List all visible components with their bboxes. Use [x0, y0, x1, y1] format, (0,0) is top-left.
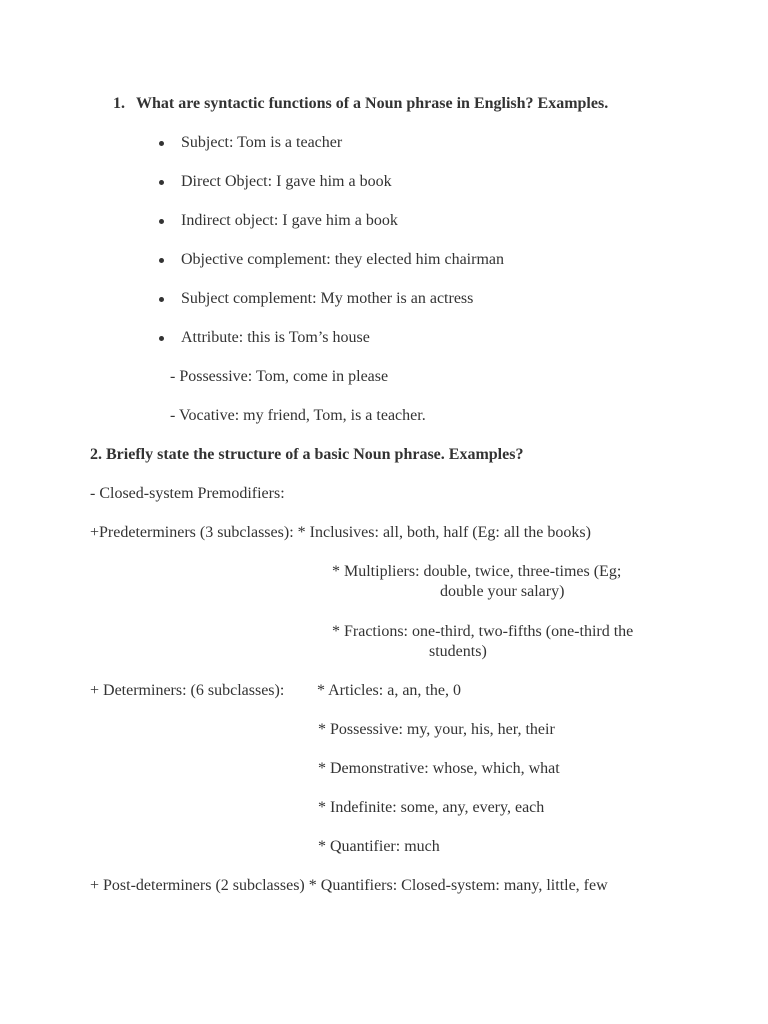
predeterminers-line: +Predeterminers (3 subclasses): * Inclusives: all, both, half (Eg: all the books)	[90, 524, 591, 541]
q1-heading: What are syntactic functions of a Noun phrase in English? Examples.	[136, 95, 609, 112]
bullet-dot	[159, 180, 164, 185]
bullet-dot	[159, 219, 164, 224]
q1-bullet-objective-complement: Objective complement: they elected him chairman	[181, 251, 504, 268]
determiners-demonstrative: * Demonstrative: whose, which, what	[318, 760, 560, 777]
fractions-line-2: students)	[429, 643, 487, 660]
q1-number: 1.	[113, 95, 125, 112]
determiners-indefinite: * Indefinite: some, any, every, each	[318, 799, 545, 816]
q1-bullet-attribute: Attribute: this is Tom’s house	[181, 329, 370, 346]
determiners-articles: * Articles: a, an, the, 0	[317, 682, 461, 699]
fractions-line-1: * Fractions: one-third, two-fifths (one-third the	[332, 623, 634, 640]
q1-vocative: - Vocative: my friend, Tom, is a teacher.	[170, 407, 426, 424]
q1-bullet-indirect-object: Indirect object: I gave him a book	[181, 212, 398, 229]
q1-possessive: - Possessive: Tom, come in please	[170, 368, 389, 385]
q1-bullet-subject-complement: Subject complement: My mother is an actress	[181, 290, 474, 307]
closed-system-premodifiers: - Closed-system Premodifiers:	[90, 485, 285, 502]
q1-bullet-direct-object: Direct Object: I gave him a book	[181, 173, 392, 190]
q1-bullet-subject: Subject: Tom is a teacher	[181, 134, 343, 151]
determiners-possessive: * Possessive: my, your, his, her, their	[318, 721, 555, 738]
bullet-dot	[159, 336, 164, 341]
bullet-dot	[159, 258, 164, 263]
postdeterminers-line: + Post-determiners (2 subclasses) * Quantifiers: Closed-system: many, little, few	[90, 877, 608, 894]
multipliers-line-1: * Multipliers: double, twice, three-times (Eg;	[332, 563, 622, 580]
bullet-dot	[159, 297, 164, 302]
q2-heading: 2. Briefly state the structure of a basic Noun phrase. Examples?	[90, 446, 524, 463]
bullet-dot	[159, 141, 164, 146]
determiners-quantifier: * Quantifier: much	[318, 838, 440, 855]
multipliers-line-2: double your salary)	[440, 583, 565, 600]
determiners-label: + Determiners: (6 subclasses):	[90, 682, 285, 699]
